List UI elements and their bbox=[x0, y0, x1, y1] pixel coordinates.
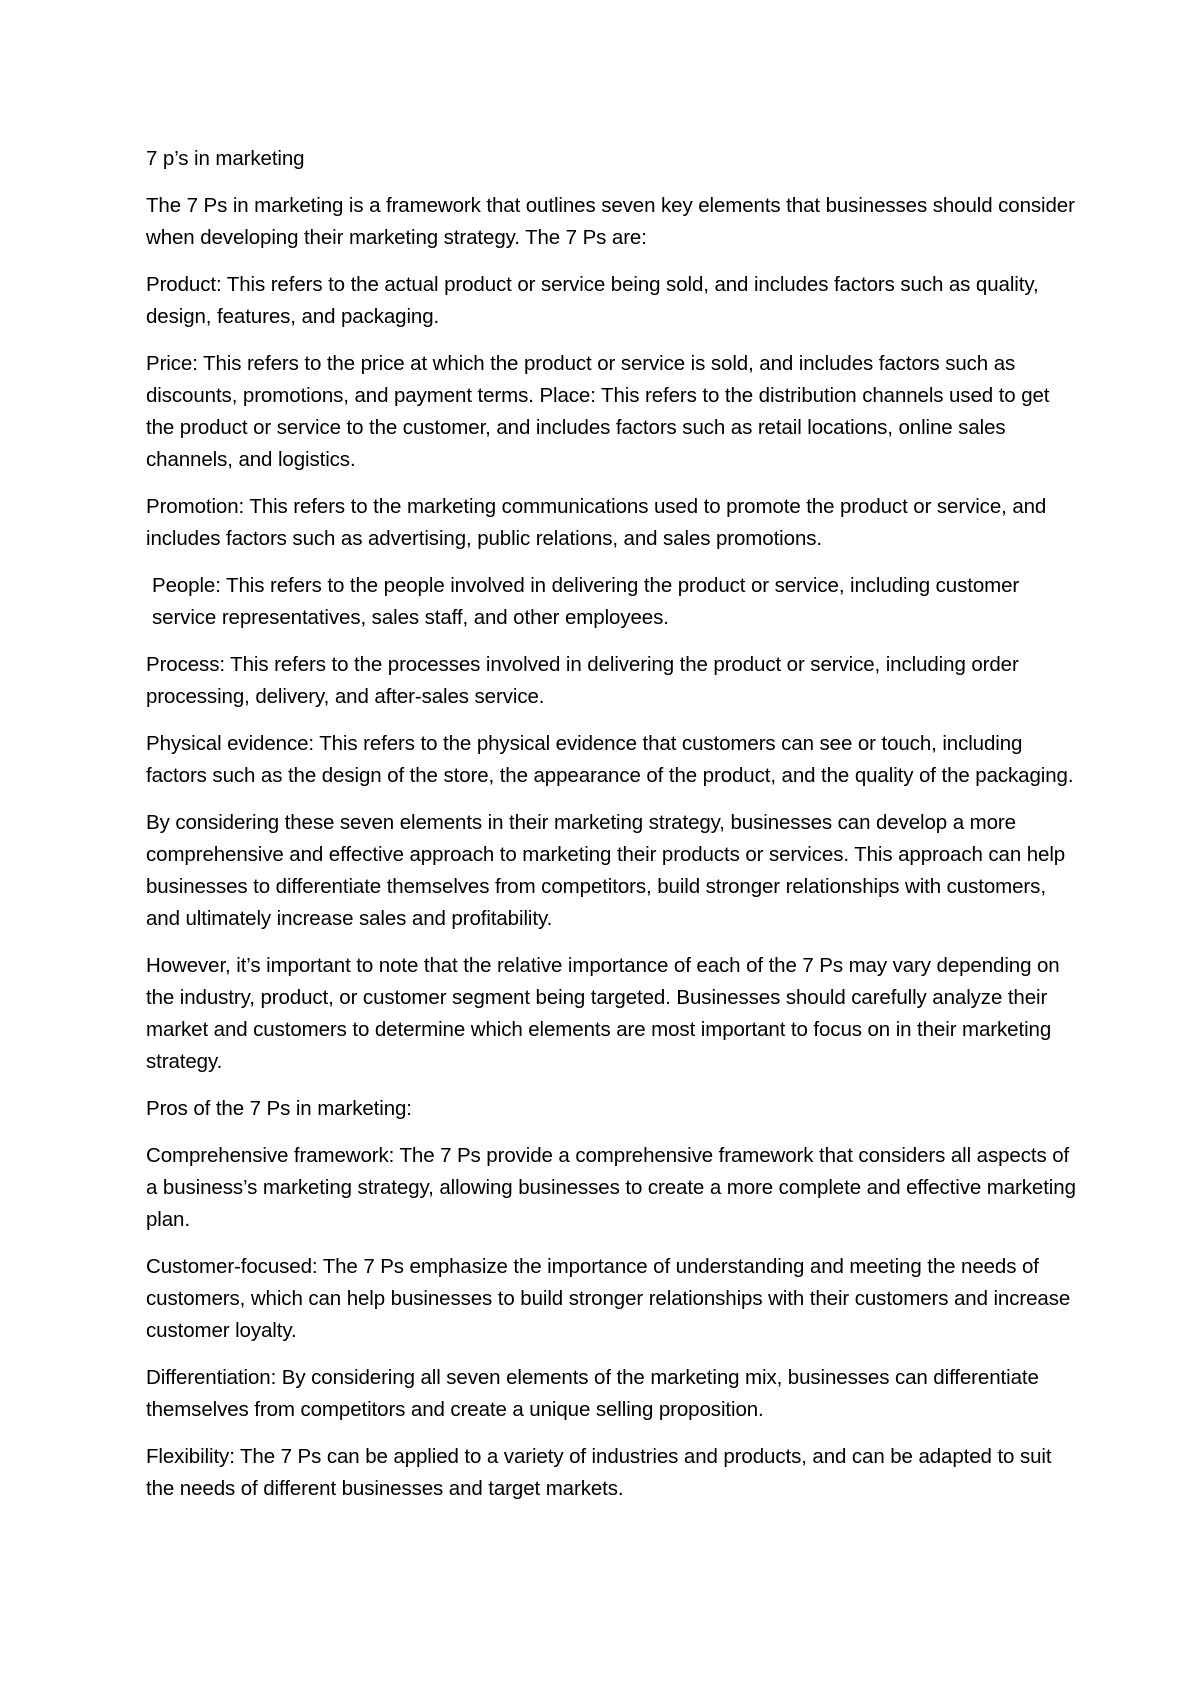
paragraph-physical-evidence: Physical evidence: This refers to the physical evidence that customers can see or touch, including factors such as the design of the store, the appearance of the product, and the quality of the packaging. bbox=[146, 732, 1074, 787]
paragraph-pros-heading: Pros of the 7 Ps in marketing: bbox=[146, 1097, 412, 1120]
paragraph-process: Process: This refers to the processes involved in delivering the product or service, including order processing, delivery, and after-sales service. bbox=[146, 653, 1019, 708]
paragraph-product: Product: This refers to the actual product or service being sold, and includes factors such as quality, design, features, and packaging. bbox=[146, 273, 1039, 328]
document-body bbox=[146, 143, 1076, 1520]
paragraph-people: People: This refers to the people involved in delivering the product or service, including customer service representatives, sales staff, and other employees. bbox=[152, 574, 1020, 629]
paragraph-promotion: Promotion: This refers to the marketing communications used to promote the product or service, and includes factors such as advertising, public relations, and sales promotions. bbox=[146, 495, 1047, 550]
paragraph-flexibility: Flexibility: The 7 Ps can be applied to a variety of industries and products, and can be adapted to suit the needs of different businesses and target markets. bbox=[146, 1445, 1052, 1500]
paragraph-however: However, it’s important to note that the relative importance of each of the 7 Ps may vary depending on the industry, product, or customer segment being targeted. Businesses should carefully analyze their market and customers to determine which elements are most important to focus on in their marketing strategy. bbox=[146, 954, 1060, 1073]
paragraph-summary: By considering these seven elements in their marketing strategy, businesses can develop a more comprehensive and effective approach to marketing their products or services. This approach can help businesses to differentiate themselves from competitors, build stronger relationships with customers, and ultimately increase sales and profitability. bbox=[146, 811, 1066, 930]
paragraph-price-place: Price: This refers to the price at which the product or service is sold, and includes factors such as discounts, promotions, and payment terms. Place: This refers to the distribution channels used to get the product or service to the customer, and includes factors such as retail locations, online sales channels, and logistics. bbox=[146, 352, 1050, 471]
paragraph-customer-focused: Customer-focused: The 7 Ps emphasize the importance of understanding and meeting the needs of customers, which can help businesses to build stronger relationships with their customers and increase customer loyalty. bbox=[146, 1255, 1071, 1342]
document-title: 7 p’s in marketing bbox=[146, 147, 305, 170]
paragraph-comprehensive: Comprehensive framework: The 7 Ps provide a comprehensive framework that considers all aspects of a business’s marketing strategy, allowing businesses to create a more complete and effective marketing plan. bbox=[146, 1144, 1076, 1231]
paragraph-intro: The 7 Ps in marketing is a framework that outlines seven key elements that businesses should consider when developing their marketing strategy. The 7 Ps are: bbox=[146, 194, 1075, 249]
paragraph-differentiation: Differentiation: By considering all seven elements of the marketing mix, businesses can differentiate themselves from competitors and create a unique selling proposition. bbox=[146, 1366, 1039, 1421]
